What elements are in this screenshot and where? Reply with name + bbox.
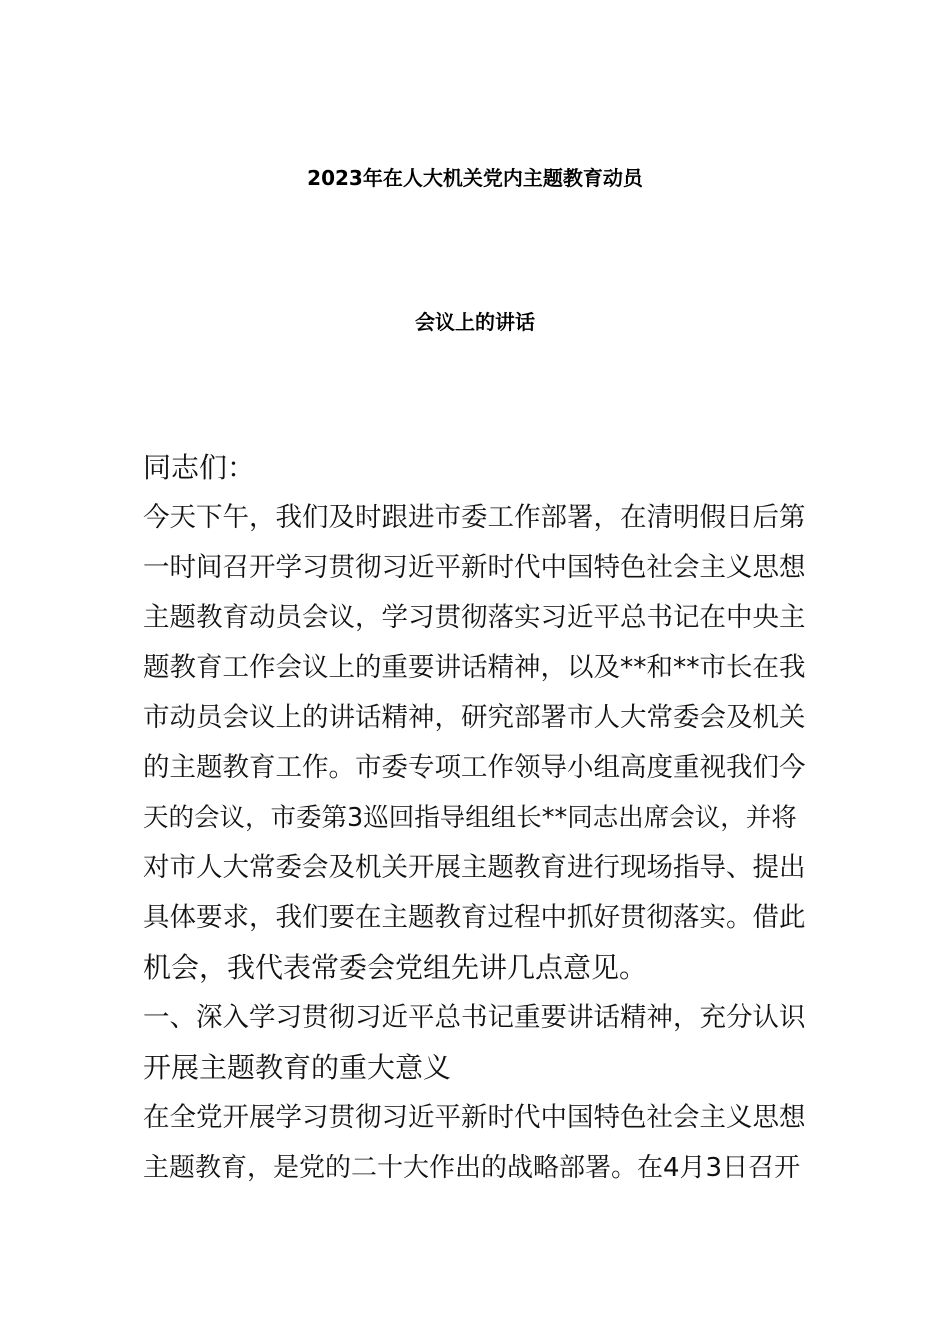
- body-line: 具体要求，我们要在主题教育过程中抓好贯彻落实。借此: [143, 902, 806, 933]
- section-heading-line: 一、深入学习贯彻习近平总书记重要讲话精神，充分认识: [143, 1002, 806, 1033]
- body-line: 对市人大常委会及机关开展主题教育进行现场指导、提出: [143, 852, 806, 883]
- body-line: 题教育工作会议上的重要讲话精神，以及**和**市长在我: [143, 652, 806, 683]
- salutation-line: 同志们：: [143, 451, 256, 484]
- body-line: 机会，我代表常委会党组先讲几点意见。: [143, 951, 648, 984]
- body-line: 一时间召开学习贯彻习近平新时代中国特色社会主义思想: [143, 552, 806, 583]
- document-body: [143, 443, 808, 1193]
- document-title-line-1: 2023年在人大机关党内主题教育动员: [307, 166, 643, 190]
- body-line: 市动员会议上的讲话精神，研究部署市人大常委会及机关: [143, 702, 806, 733]
- section-heading-line: 开展主题教育的重大意义: [143, 1051, 452, 1084]
- body-line: 的主题教育工作。市委专项工作领导小组高度重视我们今: [143, 752, 806, 783]
- body-line: 今天下午，我们及时跟进市委工作部署，在清明假日后第: [143, 502, 806, 533]
- body-line: 主题教育，是党的二十大作出的战略部署。在4月3日召开: [143, 1153, 801, 1183]
- body-line: 主题教育动员会议，学习贯彻落实习近平总书记在中央主: [143, 602, 806, 633]
- document-title-line-2: 会议上的讲话: [415, 310, 535, 334]
- body-line: 天的会议，市委第3巡回指导组组长**同志出席会议，并将: [143, 803, 797, 833]
- body-line: 在全党开展学习贯彻习近平新时代中国特色社会主义思想: [143, 1102, 806, 1133]
